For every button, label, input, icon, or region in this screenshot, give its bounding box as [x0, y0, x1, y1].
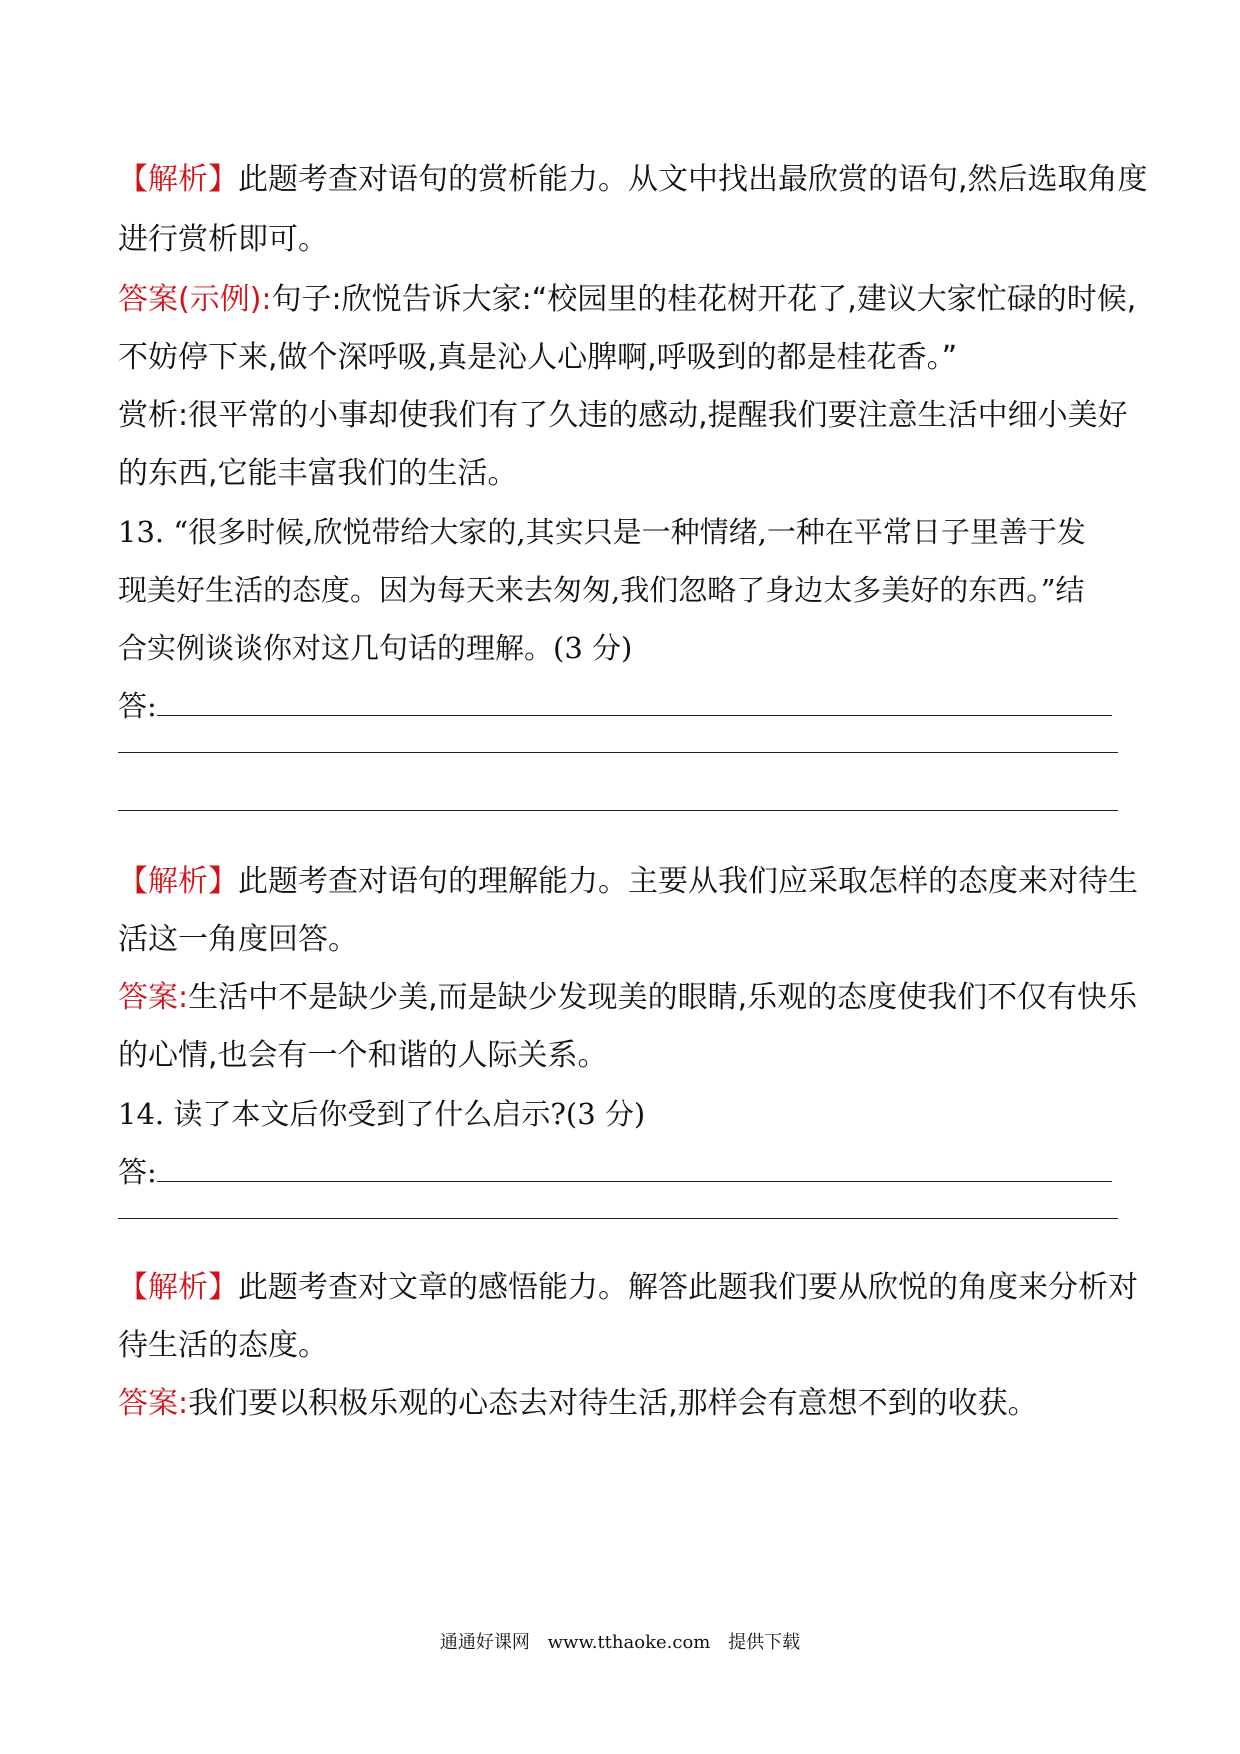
- question-13-line: [118, 570, 1128, 610]
- appreciation-text: 赏析:很平常的小事却使我们有了久违的感动,提醒我们要注意生活中细小美好: [118, 398, 1128, 433]
- analysis-text: 活这一角度回答。: [118, 922, 358, 957]
- answer-blank-line: [118, 1152, 1128, 1192]
- page-footer: [0, 1628, 1240, 1654]
- answer-label: 答:: [118, 689, 157, 723]
- question-13-line: [118, 512, 1128, 552]
- answer-line: [118, 338, 1128, 378]
- question-text: 14. 读了本文后你受到了什么启示?(3 分): [118, 1097, 646, 1131]
- analysis-tag: 【解析】: [118, 864, 238, 899]
- answer-text: 的心情,也会有一个和谐的人际关系。: [118, 1038, 608, 1073]
- analysis-line: [118, 862, 1138, 902]
- answer-blank[interactable]: [118, 1218, 1118, 1219]
- answer-line: [118, 280, 1137, 320]
- question-13-line: [118, 628, 1128, 668]
- answer-line: [118, 1384, 1128, 1424]
- answer-tag: 答案:: [118, 1386, 189, 1421]
- analysis-text: 此题考查对文章的感悟能力。解答此题我们要从欣悦的角度来分析对: [238, 1270, 1138, 1305]
- analysis-text: 此题考查对语句的理解能力。主要从我们应采取怎样的态度来对待生: [238, 864, 1138, 899]
- question-text: 13. “很多时候,欣悦带给大家的,其实只是一种情绪,一种在平常日子里善于发: [118, 515, 1086, 549]
- appreciation-line: [118, 396, 1128, 436]
- analysis-text: 进行赏析即可。: [118, 222, 328, 257]
- appreciation-text: 的东西,它能丰富我们的生活。: [118, 456, 518, 491]
- analysis-line: [118, 1268, 1138, 1308]
- question-14-line: [118, 1094, 1128, 1134]
- answer-blank[interactable]: [157, 1155, 1112, 1182]
- answer-line: [118, 978, 1138, 1018]
- analysis-line: [118, 1326, 1128, 1366]
- analysis-line: [118, 220, 1128, 260]
- answer-text: 不妨停下来,做个深呼吸,真是沁人心脾啊,呼吸到的都是桂花香。”: [118, 340, 958, 375]
- answer-text: 生活中不是缺少美,而是缺少发现美的眼睛,乐观的态度使我们不仅有快乐: [188, 980, 1138, 1015]
- footer-url[interactable]: www.tthaoke.com: [547, 1632, 711, 1653]
- footer-note: 提供下载: [728, 1632, 801, 1653]
- analysis-tag: 【解析】: [118, 1270, 238, 1305]
- answer-tag: 答案:: [118, 980, 189, 1015]
- answer-text: 句子:欣悦告诉大家:“校园里的桂花树开花了,建议大家忙碌的时候,: [271, 282, 1137, 317]
- answer-label: 答:: [118, 1155, 157, 1189]
- analysis-tag: 【解析】: [118, 162, 238, 197]
- analysis-line: [118, 920, 1128, 960]
- answer-blank-line: [118, 686, 1128, 726]
- question-text: 合实例谈谈你对这几句话的理解。(3 分): [118, 631, 633, 665]
- answer-blank[interactable]: [118, 752, 1118, 753]
- answer-blank[interactable]: [157, 689, 1112, 716]
- appreciation-line: [118, 454, 1128, 494]
- answer-line: [118, 1036, 1128, 1076]
- footer-site-name: 通通好课网: [439, 1632, 530, 1653]
- answer-text: 我们要以积极乐观的心态去对待生活,那样会有意想不到的收获。: [188, 1386, 1038, 1421]
- analysis-text: 此题考查对语句的赏析能力。从文中找出最欣赏的语句,然后选取角度: [238, 162, 1148, 197]
- question-text: 现美好生活的态度。因为每天来去匆匆,我们忽略了身边太多美好的东西。”结: [118, 573, 1085, 607]
- analysis-line: [118, 160, 1148, 200]
- answer-tag: 答案(示例):: [118, 282, 272, 317]
- answer-blank[interactable]: [118, 810, 1118, 811]
- analysis-text: 待生活的态度。: [118, 1328, 328, 1363]
